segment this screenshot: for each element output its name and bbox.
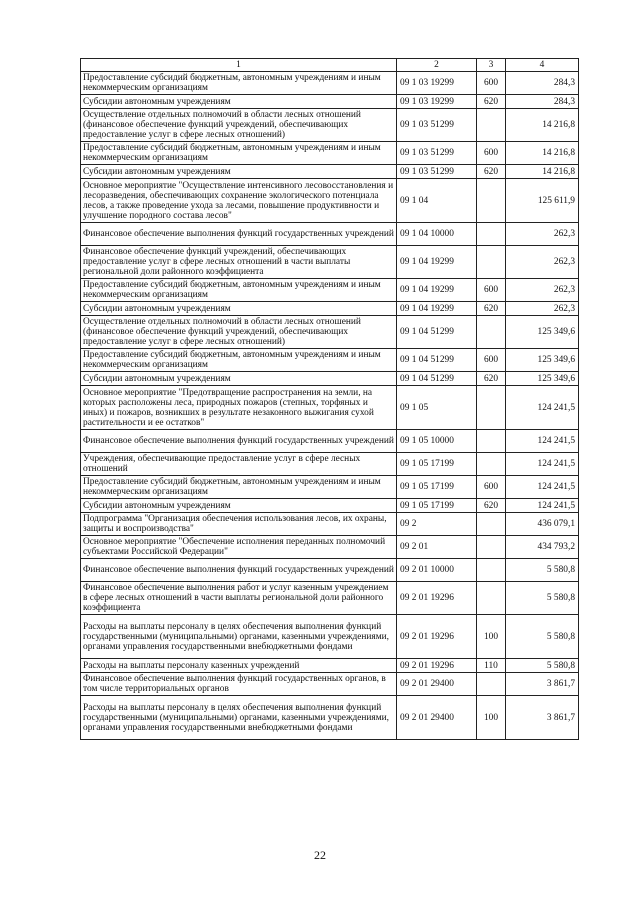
row-amount-cell: 262,3: [506, 279, 579, 302]
row-code-cell: 09 1 04 10000: [397, 223, 477, 246]
row-name-cell: Расходы на выплаты персоналу казенных учреждений: [81, 659, 397, 673]
row-code-cell: 09 2 01 10000: [397, 559, 477, 582]
row-name-cell: Основное мероприятие "Обеспечение исполнения переданных полномочий субъектами Российской Федерации": [81, 536, 397, 559]
table-row: [81, 582, 579, 615]
row-amount-cell: 5 580,8: [506, 615, 579, 659]
row-name-cell: Субсидии автономным учреждениям: [81, 165, 397, 179]
row-name-cell: Субсидии автономным учреждениям: [81, 372, 397, 386]
row-type-cell: [477, 246, 506, 279]
row-type-cell: 620: [477, 372, 506, 386]
row-type-cell: [477, 179, 506, 223]
row-type-cell: 600: [477, 349, 506, 372]
row-type-cell: 620: [477, 302, 506, 316]
budget-table: [80, 58, 579, 740]
row-type-cell: [477, 536, 506, 559]
row-name-cell: Учреждения, обеспечивающие предоставление услуг в сфере лесных отношений: [81, 453, 397, 476]
row-type-cell: 100: [477, 696, 506, 740]
row-code-cell: 09 1 05 17199: [397, 453, 477, 476]
table-row: [81, 559, 579, 582]
table-row: [81, 279, 579, 302]
table-row: [81, 673, 579, 696]
row-name-cell: Подпрограмма "Организация обеспечения использования лесов, их охраны, защиты и воспроизводства": [81, 513, 397, 536]
table-row: [81, 372, 579, 386]
row-type-cell: [477, 582, 506, 615]
row-amount-cell: 125 349,6: [506, 316, 579, 349]
table-body: [81, 72, 579, 740]
row-amount-cell: 124 241,5: [506, 453, 579, 476]
row-type-cell: [477, 453, 506, 476]
row-name-cell: Финансовое обеспечение выполнения функций государственных учреждений: [81, 223, 397, 246]
row-amount-cell: 124 241,5: [506, 476, 579, 499]
row-name-cell: Финансовое обеспечение выполнения функций государственных органов, в том числе территориальных органов: [81, 673, 397, 696]
row-code-cell: 09 2: [397, 513, 477, 536]
row-type-cell: 110: [477, 659, 506, 673]
table-row: [81, 165, 579, 179]
column-header-1: 1: [81, 59, 397, 72]
row-amount-cell: 124 241,5: [506, 430, 579, 453]
row-type-cell: 600: [477, 142, 506, 165]
row-amount-cell: 5 580,8: [506, 582, 579, 615]
row-name-cell: Субсидии автономным учреждениям: [81, 302, 397, 316]
table-row: [81, 179, 579, 223]
table-row: [81, 109, 579, 142]
row-code-cell: 09 2 01 29400: [397, 673, 477, 696]
table-row: [81, 246, 579, 279]
row-amount-cell: 125 611,9: [506, 179, 579, 223]
row-name-cell: Финансовое обеспечение выполнения работ и услуг казенным учреждением в сфере лесных отношений в части выплаты региональной доли районного коэффициента: [81, 582, 397, 615]
row-type-cell: 620: [477, 499, 506, 513]
row-amount-cell: 124 241,5: [506, 499, 579, 513]
row-name-cell: Финансовое обеспечение функций учреждений, обеспечивающих предоставление услуг в сфере лесных отношений в части выплаты региональной доли районного коэффициента: [81, 246, 397, 279]
table-row: [81, 316, 579, 349]
row-code-cell: 09 1 04 51299: [397, 349, 477, 372]
row-name-cell: Расходы на выплаты персоналу в целях обеспечения выполнения функций государственными (муниципальными) органами, казенными учреждениями, органами управления государственными внебюджетными фондами: [81, 696, 397, 740]
row-name-cell: Расходы на выплаты персоналу в целях обеспечения выполнения функций государственными (муниципальными) органами, казенными учреждениями, органами управления государственными внебюджетными фондами: [81, 615, 397, 659]
row-amount-cell: 14 216,8: [506, 165, 579, 179]
row-amount-cell: 3 861,7: [506, 673, 579, 696]
row-type-cell: [477, 430, 506, 453]
row-amount-cell: 262,3: [506, 246, 579, 279]
row-type-cell: 600: [477, 476, 506, 499]
table-row: [81, 386, 579, 430]
row-amount-cell: 5 580,8: [506, 659, 579, 673]
row-amount-cell: 14 216,8: [506, 109, 579, 142]
row-code-cell: 09 1 03 51299: [397, 109, 477, 142]
row-amount-cell: 284,3: [506, 72, 579, 95]
row-code-cell: 09 1 04 19299: [397, 302, 477, 316]
row-amount-cell: 124 241,5: [506, 386, 579, 430]
table-row: [81, 499, 579, 513]
row-type-cell: [477, 223, 506, 246]
row-amount-cell: 436 079,1: [506, 513, 579, 536]
row-name-cell: Основное мероприятие "Осуществление интенсивного лесовосстановления и лесоразведения, обеспечивающих сохранение экологического потенциала лесов, а также проведение ухода за лесами, повышение продуктивности и улучшение породного состава лесов": [81, 179, 397, 223]
row-type-cell: 600: [477, 279, 506, 302]
row-code-cell: 09 1 05 17199: [397, 476, 477, 499]
row-code-cell: 09 1 04: [397, 179, 477, 223]
row-amount-cell: 5 580,8: [506, 559, 579, 582]
row-type-cell: [477, 316, 506, 349]
row-code-cell: 09 2 01 19296: [397, 659, 477, 673]
table-row: [81, 142, 579, 165]
row-amount-cell: 262,3: [506, 223, 579, 246]
row-code-cell: 09 1 05 10000: [397, 430, 477, 453]
row-type-cell: [477, 386, 506, 430]
table-row: [81, 659, 579, 673]
row-code-cell: 09 1 03 19299: [397, 95, 477, 109]
row-name-cell: Предоставление субсидий бюджетным, автономным учреждениям и иным некоммерческим организациям: [81, 349, 397, 372]
row-type-cell: [477, 673, 506, 696]
table-row: [81, 696, 579, 740]
table-row: [81, 349, 579, 372]
row-code-cell: 09 1 03 19299: [397, 72, 477, 95]
page-number: 22: [314, 848, 326, 862]
row-type-cell: 620: [477, 165, 506, 179]
row-name-cell: Финансовое обеспечение выполнения функций государственных учреждений: [81, 430, 397, 453]
row-code-cell: 09 2 01: [397, 536, 477, 559]
table-row: [81, 430, 579, 453]
row-type-cell: [477, 109, 506, 142]
row-name-cell: Предоставление субсидий бюджетным, автономным учреждениям и иным некоммерческим организациям: [81, 142, 397, 165]
row-code-cell: 09 2 01 19296: [397, 615, 477, 659]
row-code-cell: 09 1 03 51299: [397, 142, 477, 165]
row-amount-cell: 14 216,8: [506, 142, 579, 165]
table-row: [81, 453, 579, 476]
row-name-cell: Предоставление субсидий бюджетным, автономным учреждениям и иным некоммерческим организациям: [81, 279, 397, 302]
row-code-cell: 09 1 03 51299: [397, 165, 477, 179]
row-amount-cell: 262,3: [506, 302, 579, 316]
row-name-cell: Финансовое обеспечение выполнения функций государственных учреждений: [81, 559, 397, 582]
table-row: [81, 536, 579, 559]
row-amount-cell: 3 861,7: [506, 696, 579, 740]
row-name-cell: Субсидии автономным учреждениям: [81, 95, 397, 109]
table-row: [81, 223, 579, 246]
row-amount-cell: 125 349,6: [506, 349, 579, 372]
column-header-2: 2: [397, 59, 477, 72]
row-code-cell: 09 1 04 51299: [397, 316, 477, 349]
row-type-cell: 100: [477, 615, 506, 659]
row-name-cell: Осуществление отдельных полномочий в области лесных отношений (финансовое обеспечение функций учреждений, обеспечивающих предоставление услуг в сфере лесных отношений): [81, 316, 397, 349]
row-amount-cell: 284,3: [506, 95, 579, 109]
row-name-cell: Осуществление отдельных полномочий в области лесных отношений (финансовое обеспечение функций учреждений, обеспечивающих предоставление услуг в сфере лесных отношений): [81, 109, 397, 142]
row-type-cell: [477, 559, 506, 582]
table-header-row: [81, 59, 579, 72]
table-row: [81, 302, 579, 316]
table-row: [81, 72, 579, 95]
table-row: [81, 615, 579, 659]
column-header-4: 4: [506, 59, 579, 72]
row-type-cell: 600: [477, 72, 506, 95]
row-code-cell: 09 1 04 51299: [397, 372, 477, 386]
row-name-cell: Предоставление субсидий бюджетным, автономным учреждениям и иным некоммерческим организациям: [81, 72, 397, 95]
row-amount-cell: 125 349,6: [506, 372, 579, 386]
row-code-cell: 09 1 04 19299: [397, 246, 477, 279]
row-name-cell: Основное мероприятие "Предотвращение распространения на земли, на которых расположены леса, природных пожаров (степных, торфяных и иных) и пожаров, возникших в результате незаконного выжигания сухой растительности и ее остатков": [81, 386, 397, 430]
table-row: [81, 476, 579, 499]
row-code-cell: 09 2 01 29400: [397, 696, 477, 740]
row-code-cell: 09 1 04 19299: [397, 279, 477, 302]
row-code-cell: 09 1 05 17199: [397, 499, 477, 513]
table-row: [81, 513, 579, 536]
document-page: [80, 58, 578, 740]
table-row: [81, 95, 579, 109]
row-code-cell: 09 2 01 19296: [397, 582, 477, 615]
row-type-cell: [477, 513, 506, 536]
row-name-cell: Предоставление субсидий бюджетным, автономным учреждениям и иным некоммерческим организациям: [81, 476, 397, 499]
row-type-cell: 620: [477, 95, 506, 109]
row-code-cell: 09 1 05: [397, 386, 477, 430]
row-name-cell: Субсидии автономным учреждениям: [81, 499, 397, 513]
row-amount-cell: 434 793,2: [506, 536, 579, 559]
column-header-3: 3: [477, 59, 506, 72]
